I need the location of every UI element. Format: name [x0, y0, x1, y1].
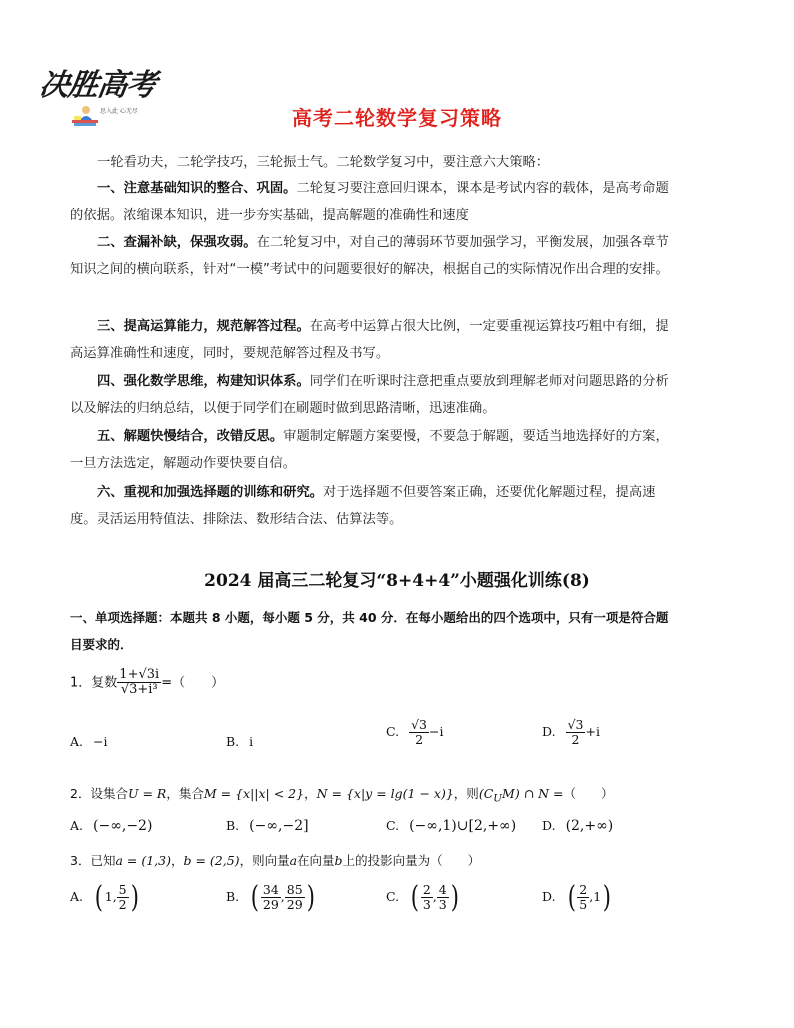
math-expression: M = {x||x| < 2}	[203, 786, 305, 801]
option-label: B.	[226, 734, 240, 749]
question-text: 复数	[91, 675, 118, 691]
question-text: （ ）	[563, 786, 614, 801]
vector-component: 1	[104, 889, 113, 904]
math-expression: M) ∩ N =	[502, 786, 564, 801]
strategy-heading: 二、查漏补缺，保强攻弱。	[97, 235, 257, 250]
option-value: −i	[93, 734, 108, 749]
question-text: ，	[170, 853, 184, 868]
math-variable: a	[289, 853, 298, 868]
left-paren: (	[567, 880, 576, 915]
q1-option-c[interactable]	[386, 718, 444, 747]
vector-component: 1	[593, 889, 602, 904]
fraction-numerator: 2	[422, 882, 431, 898]
math-variable: b	[334, 853, 343, 868]
left-paren: (	[250, 880, 260, 915]
math-expression: b = (2,5)	[183, 853, 240, 868]
q1-option-b[interactable]	[226, 734, 253, 749]
exercise-title: 2024 届高三二轮复习“8+4+4”小题强化训练(8)	[204, 571, 590, 591]
fraction-numerator: √3	[411, 717, 428, 732]
strategy-heading: 六、重视和加强选择题的训练和研究。	[97, 485, 324, 500]
math-expression: N = {x|y = lg(1 − x)}	[316, 786, 454, 801]
fraction-denominator: 2	[571, 731, 580, 747]
question-text: ，则向量	[239, 853, 290, 868]
strategy-4	[70, 369, 674, 422]
option-label: D.	[542, 818, 556, 833]
fraction-numerator: 85	[286, 882, 303, 898]
q3-option-c[interactable]	[386, 880, 460, 915]
right-paren: )	[306, 880, 315, 915]
math-expression: (C	[478, 786, 494, 801]
q2-option-b[interactable]	[226, 818, 309, 834]
right-paren: )	[602, 880, 612, 915]
question-text: 上的投影向量为（ ）	[342, 853, 481, 868]
fraction-numerator: 1+√3i	[119, 667, 160, 682]
fraction-denominator: 3	[422, 897, 431, 912]
question-text: =（ ）	[161, 675, 225, 691]
right-paren: )	[130, 880, 139, 915]
option-value: (−∞,−2)	[93, 818, 153, 834]
math-expression: U = R	[127, 786, 167, 801]
option-label: D.	[542, 723, 556, 739]
fraction	[577, 883, 589, 912]
option-label: C.	[386, 889, 400, 904]
question-number: 3．	[70, 853, 91, 868]
intro-paragraph: 一轮看功夫，二轮学技巧，三轮振士气。二轮数学复习中，要注意六大策略：	[97, 155, 550, 170]
strategy-text: 审题制定解题方案要慢，不要急于解题，要适当地选择好的方案，一旦方法选定，解题动作要快要自信。	[70, 429, 669, 471]
option-label: A.	[70, 818, 84, 833]
q2-option-d[interactable]	[542, 818, 613, 834]
strategy-text: 对于选择题不但要答案正确，还要优化解题过程，提高速度。灵活运用特值法、排除法、数形结合法、估算法等。	[70, 485, 656, 527]
q3-option-a[interactable]	[70, 880, 140, 915]
fraction-denominator: 2	[118, 897, 127, 912]
question-number: 2．	[70, 786, 91, 801]
strategy-text: 二轮复习要注意回归课本，课本是考试内容的载体，是高考命题的依据。浓缩课本知识，进一步夯实基础，提高解题的准确性和速度	[70, 181, 669, 223]
option-label: A.	[70, 734, 84, 749]
option-label: B.	[226, 818, 240, 833]
strategy-6	[70, 480, 674, 533]
math-expression: a = (1,3)	[115, 853, 171, 868]
option-tail: +i	[585, 723, 600, 739]
strategy-1	[70, 176, 674, 229]
fraction-numerator: 34	[262, 882, 279, 898]
fraction	[437, 883, 449, 912]
strategy-text: 同学们在听课时注意把重点要放到理解老师对问题思路的分析以及解法的归纳总结，以便于同学们在刷题时做到思路清晰，迅速准确。	[70, 374, 669, 416]
option-value: (2,+∞)	[565, 818, 614, 834]
option-label: D.	[542, 889, 556, 904]
math-subscript: U	[493, 792, 503, 805]
strategy-2	[70, 230, 674, 283]
main-title: 高考二轮数学复习策略	[292, 106, 502, 130]
fraction-numerator: 5	[118, 882, 127, 898]
logo-subtitle: 思入此 心无尽	[100, 108, 138, 115]
fraction-denominator: 29	[262, 897, 279, 912]
logo-text: 决胜高考	[37, 68, 158, 103]
option-label: C.	[386, 723, 400, 739]
option-label: A.	[70, 889, 84, 904]
section-heading: 一、单项选择题：本题共 8 小题，每小题 5 分，共 40 分．在每小题给出的四个选项中，只有一项是符合题目要求的．	[70, 610, 669, 652]
comma: ,	[432, 889, 437, 904]
question-2	[70, 784, 614, 805]
comma: ,	[589, 889, 594, 904]
fraction-denominator: √3+i³	[120, 682, 158, 698]
strategy-text: 在高考中运算占很大比例，一定要重视运算技巧粗中有细，提高运算准确性和速度，同时，要规范解答过程及书写。	[70, 319, 669, 361]
question-number: 1．	[70, 675, 92, 691]
question-1	[70, 668, 224, 698]
q2-option-a[interactable]	[70, 818, 152, 834]
question-text: ，	[304, 786, 317, 801]
question-text: 已知	[90, 853, 116, 868]
strategy-heading: 四、强化数学思维，构建知识体系。	[97, 374, 310, 389]
fraction-denominator: 3	[438, 897, 447, 912]
fraction-denominator: 5	[579, 897, 588, 912]
right-paren: )	[450, 880, 459, 915]
question-text: 在向量	[297, 853, 335, 868]
fraction-denominator: 2	[415, 731, 424, 747]
comma: ,	[112, 889, 117, 904]
question-3	[70, 851, 480, 869]
q1-option-a[interactable]	[70, 734, 108, 749]
fraction-denominator: 29	[286, 897, 303, 912]
option-value: i	[249, 734, 254, 749]
option-label: C.	[386, 818, 400, 833]
fraction	[566, 718, 586, 747]
q1-option-d[interactable]	[542, 718, 600, 747]
fraction-numerator: √3	[567, 717, 584, 732]
comma: ,	[280, 889, 285, 904]
strategy-5	[70, 424, 674, 477]
option-value: (−∞,1)∪[2,+∞)	[409, 818, 517, 834]
fraction-numerator: 2	[579, 882, 588, 898]
left-paren: (	[94, 880, 103, 915]
strategy-3	[70, 314, 674, 367]
strategy-text: 在二轮复习中，对自己的薄弱环节要加强学习，平衡发展，加强各章节知识之间的横向联系，针对“一模”考试中的问题要很好的解决，根据自己的实际情况作出合理的安排。	[70, 235, 669, 277]
fraction	[421, 883, 433, 912]
question-text: ，则	[453, 786, 479, 801]
question-text: ，集合	[166, 786, 204, 801]
strategy-heading: 一、注意基础知识的整合、巩固。	[97, 181, 297, 196]
strategy-heading: 三、提高运算能力，规范解答过程。	[97, 319, 310, 334]
option-value: (−∞,−2]	[249, 818, 309, 834]
question-text: 设集合	[90, 786, 128, 801]
option-tail: −i	[429, 723, 444, 739]
q2-option-c[interactable]	[386, 818, 516, 834]
option-label: B.	[226, 889, 240, 904]
fraction	[117, 883, 129, 912]
strategy-heading: 五、解题快慢结合，改错反思。	[97, 429, 284, 444]
fraction	[285, 883, 305, 912]
fraction	[409, 718, 429, 747]
q3-option-d[interactable]	[542, 880, 613, 915]
q3-option-b[interactable]	[226, 880, 316, 915]
fraction-numerator: 4	[438, 882, 447, 898]
left-paren: (	[410, 880, 420, 915]
fraction	[117, 668, 161, 698]
fraction	[261, 883, 281, 912]
